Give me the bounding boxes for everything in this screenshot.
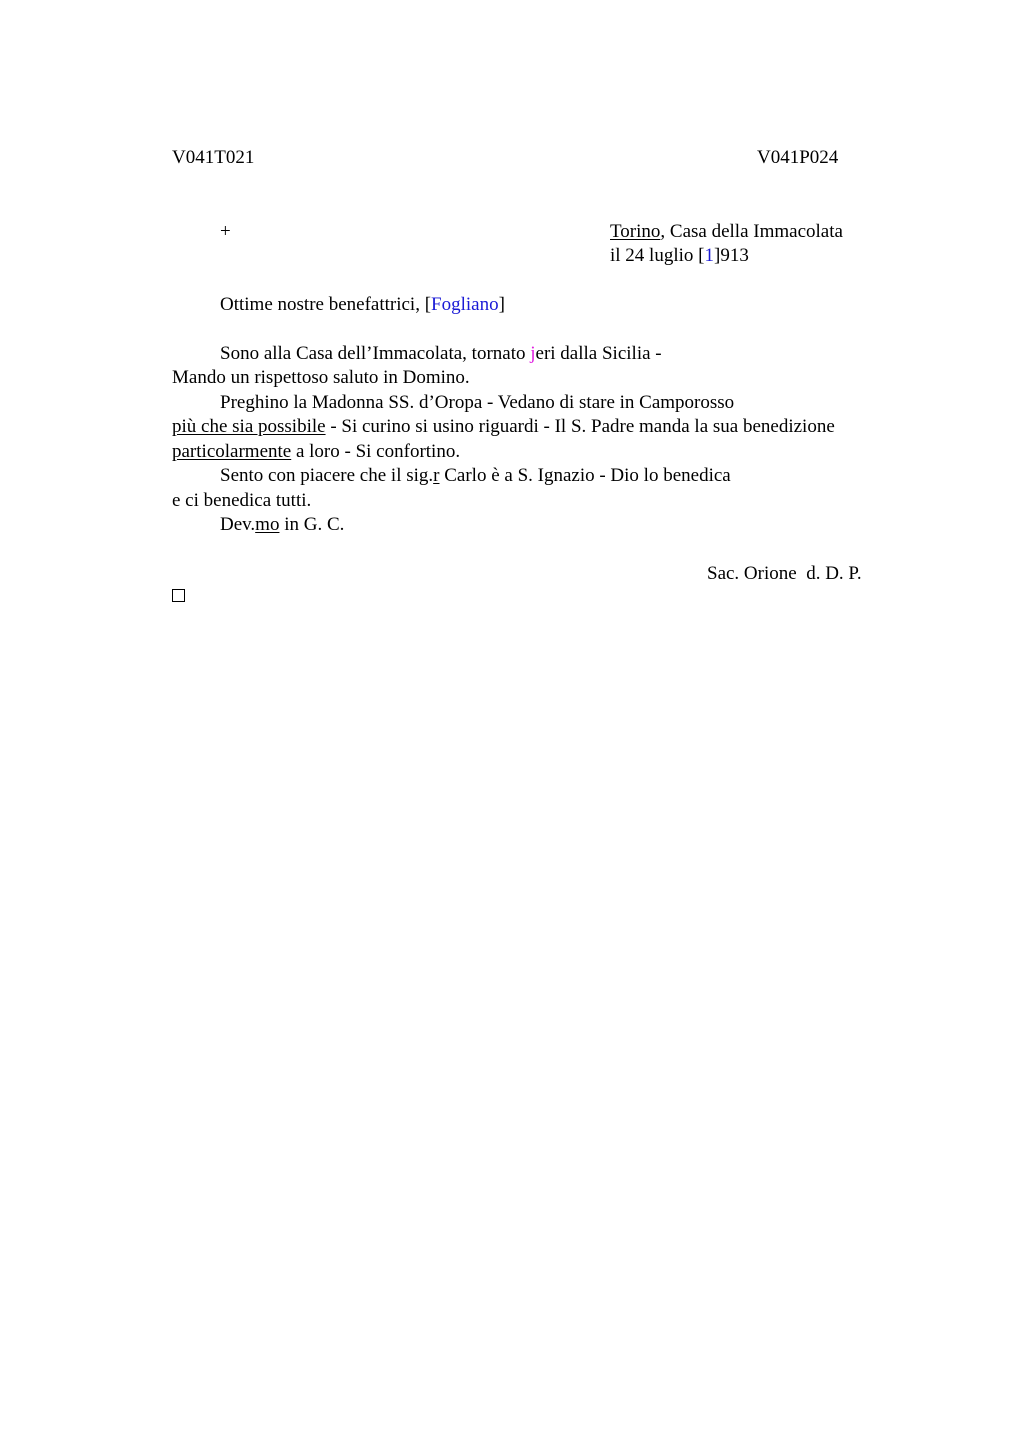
salutation	[220, 293, 505, 317]
document-code-left: V041T021	[172, 147, 255, 168]
body-line-4-rest: - Si curino si usino riguardi - Il S. Padre manda la sua benedizione	[325, 416, 835, 437]
recipient-name: Fogliano	[431, 294, 499, 315]
date-line	[610, 244, 749, 268]
body-line-1-j: j	[530, 343, 536, 364]
body-line-5	[172, 440, 460, 464]
end-square-icon	[172, 589, 185, 602]
closing-line	[220, 513, 344, 537]
city-name: Torino	[610, 221, 661, 242]
salutation-bracket-open: [	[424, 294, 432, 315]
place-line	[610, 220, 843, 244]
closing-underlined: mo	[255, 514, 280, 535]
closing-a: Dev.	[220, 514, 256, 535]
body-line-4-underlined: più che sia possibile	[172, 416, 326, 437]
date-prefix: il 24 luglio	[610, 245, 699, 266]
body-line-5-underlined: particolarmente	[172, 441, 292, 462]
body-line-1	[220, 342, 662, 366]
closing-b: in G. C.	[279, 514, 345, 535]
body-line-7: e ci benedica tutti.	[172, 490, 312, 511]
place-rest: , Casa della Immacolata	[660, 221, 843, 242]
body-line-5-rest: a loro - Si confortino.	[291, 441, 461, 462]
body-line-3: Preghino la Madonna SS. d’Oropa - Vedano di stare in Camporosso	[220, 392, 735, 413]
body-line-1-b: eri dalla Sicilia -	[535, 343, 662, 364]
date-year-rest: 913	[720, 245, 749, 266]
date-bracket-close: ]	[713, 245, 721, 266]
salutation-text: Ottime nostre benefattrici,	[220, 294, 425, 315]
date-bracket-open: [	[698, 245, 705, 266]
date-year-digit: 1	[704, 245, 714, 266]
body-line-1-a: Sono alla Casa dell’Immacolata, tornato	[220, 343, 531, 364]
signature: Sac. Orione d. D. P.	[707, 563, 862, 584]
body-line-2: Mando un rispettoso saluto in Domino.	[172, 367, 470, 388]
body-line-6-underlined: r	[433, 465, 440, 486]
salutation-bracket-close: ]	[498, 294, 505, 315]
document-code-right: V041P024	[757, 147, 839, 168]
cross-mark: +	[220, 221, 231, 242]
body-line-6-a: Sento con piacere che il sig.	[220, 465, 434, 486]
body-line-6	[220, 464, 731, 488]
body-line-6-b: Carlo è a S. Ignazio - Dio lo benedica	[439, 465, 731, 486]
body-line-4	[172, 415, 835, 439]
